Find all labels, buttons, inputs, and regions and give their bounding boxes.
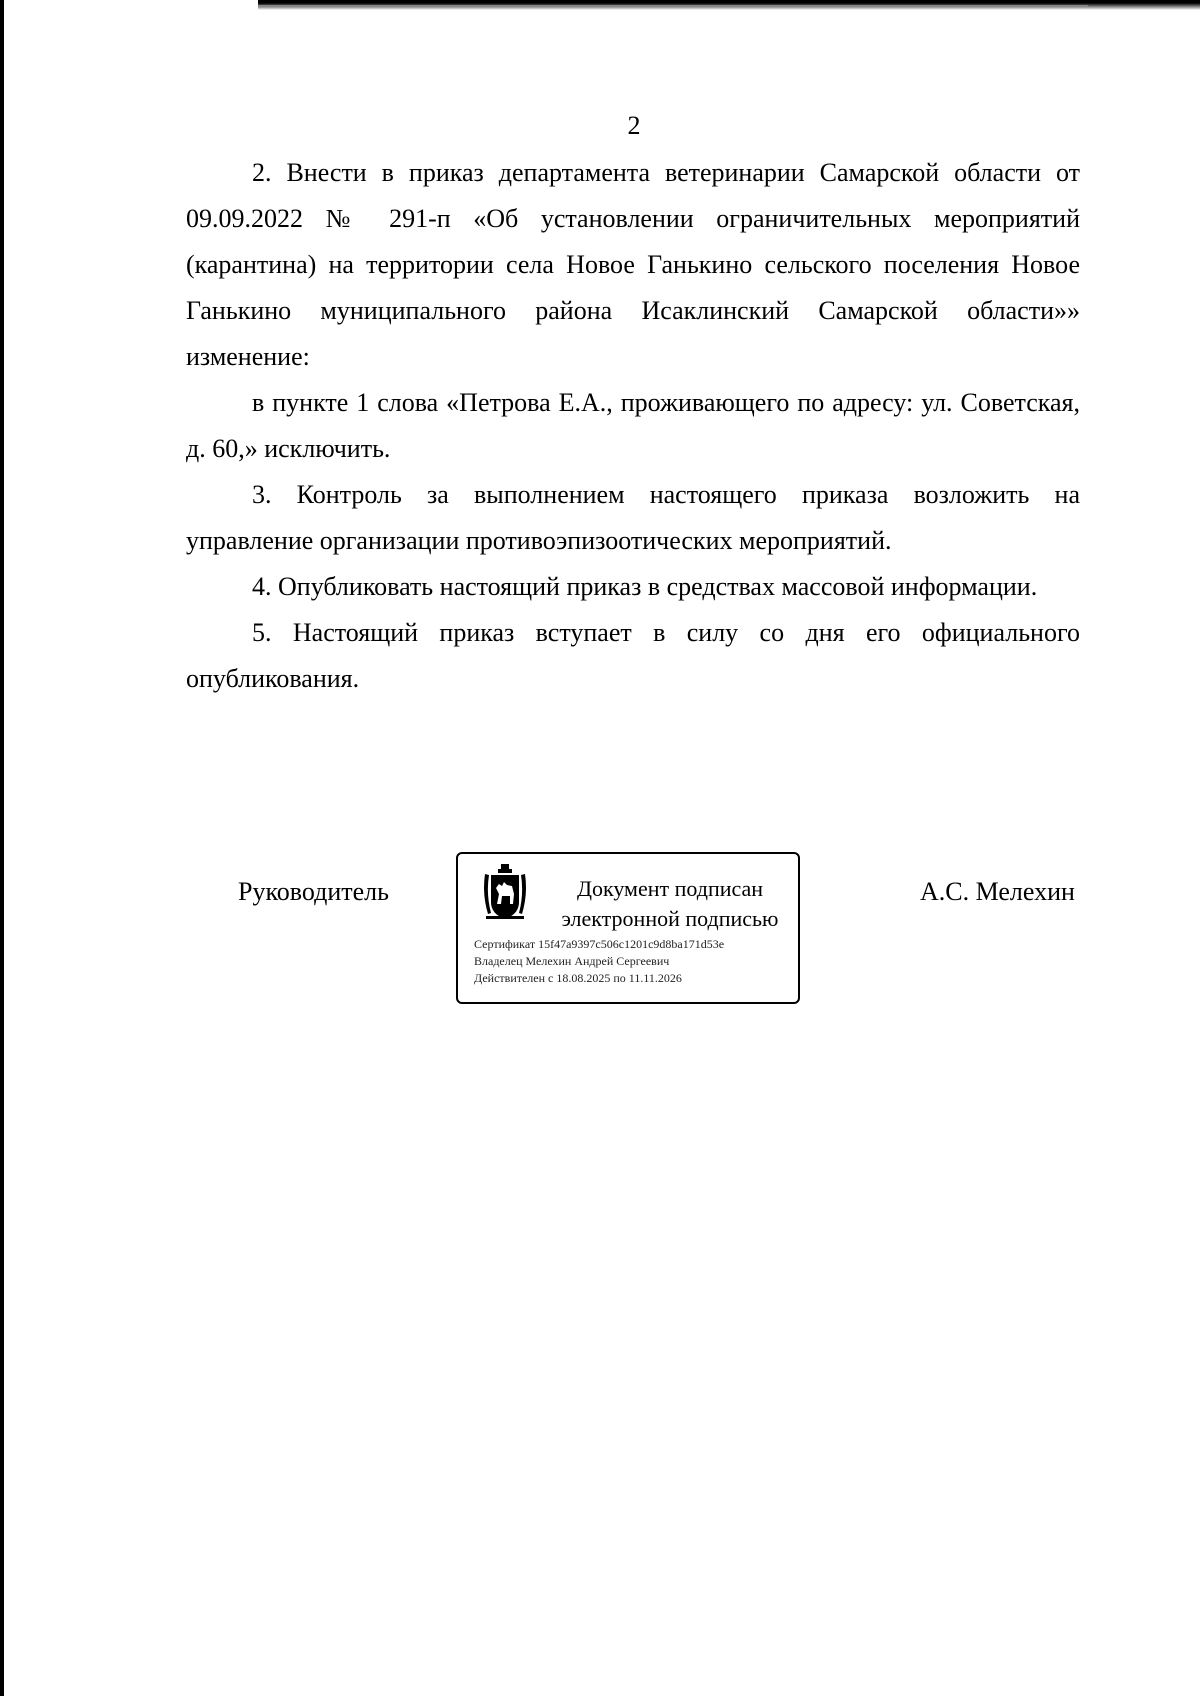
stamp-details (474, 936, 794, 987)
samara-coat-of-arms-icon (482, 864, 528, 922)
stamp-certificate: Сертификат 15f47a9397c506c1201c9d8ba171d53e (474, 937, 725, 951)
document-body (186, 150, 1080, 702)
paragraph-item-3: 3. Контроль за выполнением настоящего приказа возложить на управление организации противоэпизоотических мероприятий. (186, 480, 1080, 555)
stamp-title (554, 874, 786, 934)
scan-edge-left (0, 0, 4, 1696)
signatory-name: А.С. Мелехин (920, 877, 1075, 906)
stamp-title-line2: электронной подписью (561, 906, 779, 931)
paragraph-item-4: 4. Опубликовать настоящий приказ в средствах массовой информации. (252, 572, 1038, 601)
electronic-signature-stamp (456, 852, 800, 1004)
paragraph-item-5: 5. Настоящий приказ вступает в силу со дня его официального опубликования. (186, 618, 1080, 693)
scan-edge-top-line (258, 5, 1088, 7)
paragraph-item-2: 2. Внести в приказ департамента ветеринарии Самарской области от 09.09.2022 № 291-п «Об установлении ограничительных мероприятий (карантина) на территории села Новое Ганькино сельского поселения Новое Ганькино муниципального района Исаклинский Самарской области»» изменение: (186, 158, 1080, 371)
stamp-title-line1: Документ подписан (576, 876, 764, 901)
signatory-position: Руководитель (238, 877, 389, 906)
page-number: 2 (627, 111, 641, 140)
stamp-owner: Владелец Мелехин Андрей Сергеевич (474, 954, 670, 968)
paragraph-amendment: в пункте 1 слова «Петрова Е.А., проживающего по адресу: ул. Советская, д. 60,» исключить. (186, 388, 1080, 463)
stamp-validity: Действителен с 18.08.2025 по 11.11.2026 (474, 971, 682, 985)
